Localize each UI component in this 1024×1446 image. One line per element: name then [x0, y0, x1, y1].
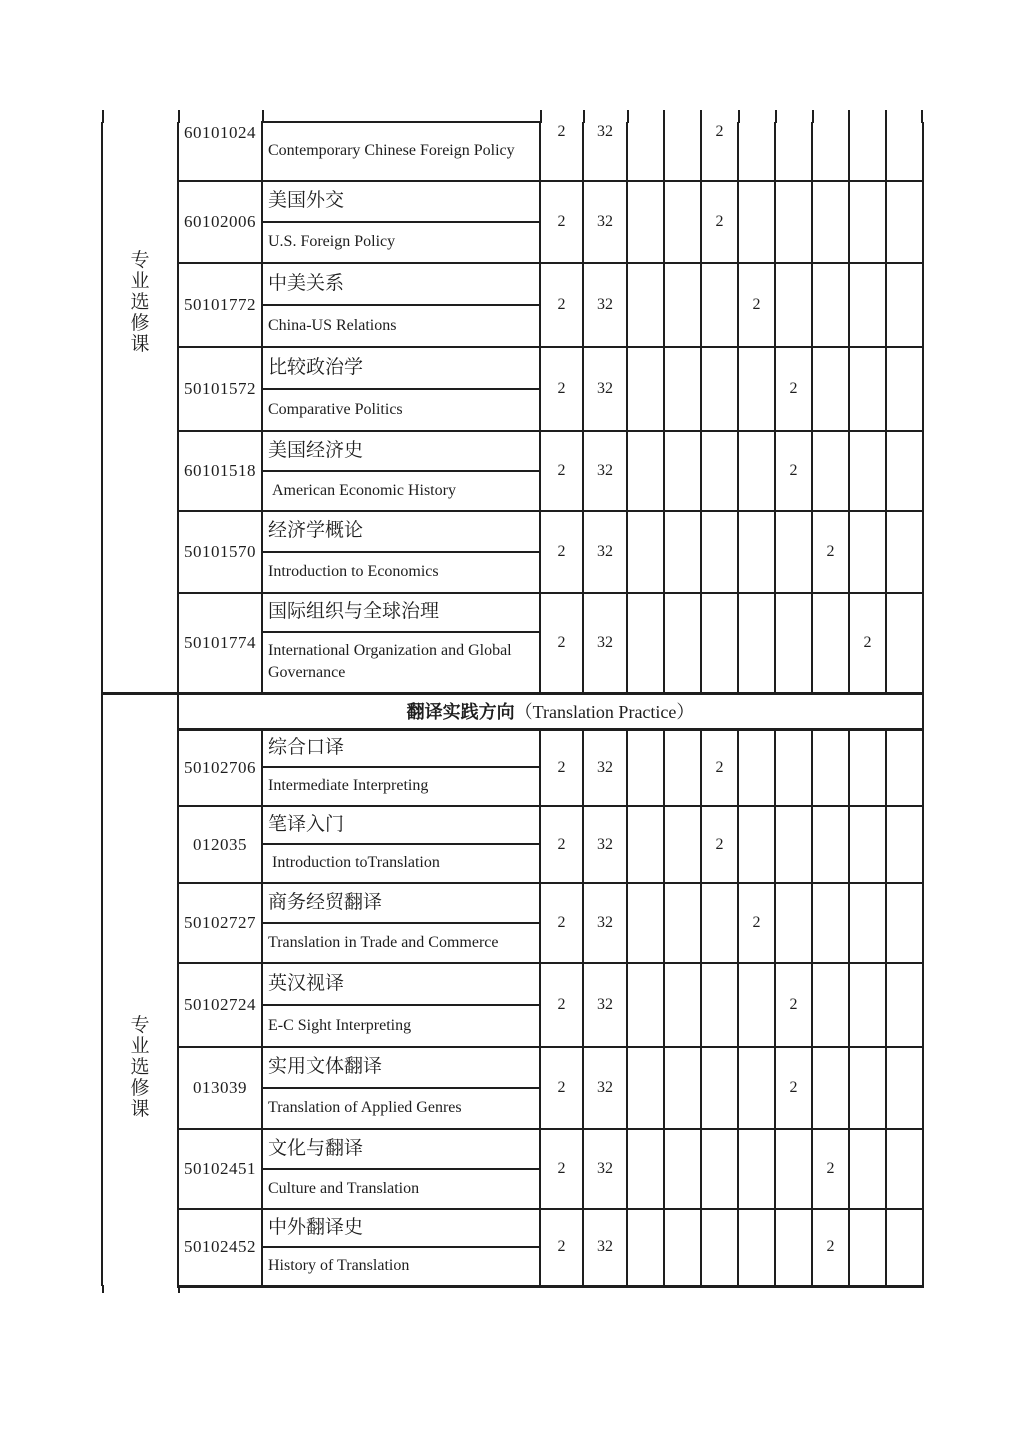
semester-cell	[812, 263, 849, 347]
semester-cell: 2	[849, 593, 886, 693]
semester-cell	[701, 1129, 738, 1209]
course-code: 60102006	[178, 181, 262, 263]
course-name-en: Culture and Translation	[262, 1169, 540, 1209]
semester-cell: 2	[775, 347, 812, 431]
semester-cell	[849, 1209, 886, 1286]
semester-cell	[738, 347, 775, 431]
semester-cell	[775, 511, 812, 593]
semester-cell	[664, 729, 701, 806]
semester-cell	[664, 347, 701, 431]
category-cell	[102, 122, 178, 693]
credits-cell: 2	[540, 511, 583, 593]
course-name-en: U.S. Foreign Policy	[262, 222, 540, 263]
hours-cell: 32	[583, 1209, 627, 1286]
hours-cell: 32	[583, 729, 627, 806]
semester-cell	[849, 729, 886, 806]
hours-cell: 32	[583, 1129, 627, 1209]
hours-cell: 32	[583, 963, 627, 1047]
semester-cell	[701, 263, 738, 347]
semester-cell	[627, 431, 664, 511]
semester-cell	[627, 593, 664, 693]
course-code: 50101570	[178, 511, 262, 593]
credits-cell: 2	[540, 729, 583, 806]
course-name-en: Introduction toTranslation	[262, 844, 540, 883]
semester-cell	[701, 963, 738, 1047]
semester-cell	[738, 122, 775, 181]
semester-cell	[775, 593, 812, 693]
course-code: 50102452	[178, 1209, 262, 1286]
semester-cell	[812, 593, 849, 693]
semester-cell: 2	[812, 1209, 849, 1286]
semester-cell: 2	[812, 1129, 849, 1209]
direction-header-zh: 翻译实践方向	[406, 702, 515, 722]
semester-cell	[627, 1209, 664, 1286]
course-name-zh: 比较政治学	[262, 347, 540, 389]
semester-cell	[627, 181, 664, 263]
semester-cell	[701, 347, 738, 431]
semester-cell	[775, 883, 812, 963]
semester-cell	[701, 431, 738, 511]
hours-cell: 32	[583, 122, 627, 181]
semester-cell	[664, 883, 701, 963]
semester-cell	[775, 263, 812, 347]
course-name-zh: 美国经济史	[262, 431, 540, 471]
course-code: 60101024	[178, 122, 262, 181]
semester-cell	[849, 883, 886, 963]
semester-cell	[701, 1047, 738, 1129]
course-table	[101, 121, 924, 1288]
semester-cell	[627, 347, 664, 431]
semester-cell: 2	[738, 883, 775, 963]
credits-cell: 2	[540, 1047, 583, 1129]
semester-cell	[775, 181, 812, 263]
semester-cell	[664, 1129, 701, 1209]
semester-cell	[886, 1209, 923, 1286]
hours-cell: 32	[583, 593, 627, 693]
semester-cell	[849, 963, 886, 1047]
course-code: 50101772	[178, 263, 262, 347]
semester-cell	[738, 593, 775, 693]
course-name-zh: 综合口译	[262, 729, 540, 767]
category-cell	[102, 693, 178, 1286]
course-name-en: Contemporary Chinese Foreign Policy	[262, 122, 540, 181]
semester-cell	[627, 1129, 664, 1209]
credits-cell: 2	[540, 347, 583, 431]
semester-cell	[738, 806, 775, 883]
semester-cell	[664, 806, 701, 883]
semester-cell	[701, 511, 738, 593]
semester-cell: 2	[738, 263, 775, 347]
semester-cell	[775, 122, 812, 181]
course-code: 013039	[178, 1047, 262, 1129]
hours-cell: 32	[583, 431, 627, 511]
course-name-en: American Economic History	[262, 471, 540, 511]
course-name-zh: 美国外交	[262, 181, 540, 222]
semester-cell	[701, 883, 738, 963]
semester-cell	[627, 806, 664, 883]
semester-cell	[812, 431, 849, 511]
hours-cell: 32	[583, 181, 627, 263]
semester-cell	[849, 511, 886, 593]
semester-cell	[738, 1047, 775, 1129]
semester-cell: 2	[701, 806, 738, 883]
semester-cell	[664, 431, 701, 511]
course-code: 50102724	[178, 963, 262, 1047]
semester-cell	[812, 883, 849, 963]
semester-cell	[738, 729, 775, 806]
course-table-region	[102, 110, 926, 1300]
semester-cell	[627, 883, 664, 963]
semester-cell	[886, 1129, 923, 1209]
semester-cell	[738, 963, 775, 1047]
semester-cell: 2	[701, 181, 738, 263]
semester-cell: 2	[775, 431, 812, 511]
semester-cell	[664, 181, 701, 263]
semester-cell	[849, 1129, 886, 1209]
semester-cell	[886, 347, 923, 431]
semester-cell	[886, 883, 923, 963]
credits-cell: 2	[540, 181, 583, 263]
credits-cell: 2	[540, 1209, 583, 1286]
course-code: 50102706	[178, 729, 262, 806]
semester-cell	[701, 593, 738, 693]
semester-cell	[664, 963, 701, 1047]
semester-cell: 2	[701, 729, 738, 806]
semester-cell: 2	[701, 122, 738, 181]
semester-cell	[886, 263, 923, 347]
semester-cell	[627, 729, 664, 806]
semester-cell	[812, 729, 849, 806]
semester-cell: 2	[775, 1047, 812, 1129]
semester-cell	[664, 263, 701, 347]
course-name-en: Translation in Trade and Commerce	[262, 923, 540, 963]
semester-cell	[775, 1209, 812, 1286]
hours-cell: 32	[583, 511, 627, 593]
course-name-zh: 文化与翻译	[262, 1129, 540, 1169]
course-name-en: Introduction to Economics	[262, 552, 540, 593]
semester-cell	[627, 511, 664, 593]
semester-cell	[886, 511, 923, 593]
semester-cell	[664, 1209, 701, 1286]
semester-cell	[664, 1047, 701, 1129]
credits-cell: 2	[540, 263, 583, 347]
semester-cell	[812, 1047, 849, 1129]
semester-cell	[886, 122, 923, 181]
semester-cell	[886, 729, 923, 806]
category-label: 专业选修课	[130, 250, 150, 355]
course-name-en: Translation of Applied Genres	[262, 1088, 540, 1129]
course-name-en: Intermediate Interpreting	[262, 767, 540, 806]
course-name-zh: 实用文体翻译	[262, 1047, 540, 1088]
semester-cell	[627, 963, 664, 1047]
course-name-zh: 商务经贸翻译	[262, 883, 540, 923]
semester-cell	[886, 431, 923, 511]
hours-cell: 32	[583, 883, 627, 963]
semester-cell	[849, 1047, 886, 1129]
semester-cell	[664, 593, 701, 693]
course-name-zh: 英汉视译	[262, 963, 540, 1005]
credits-cell: 2	[540, 806, 583, 883]
credits-cell: 2	[540, 431, 583, 511]
course-code: 50101774	[178, 593, 262, 693]
semester-cell	[849, 181, 886, 263]
semester-cell	[812, 347, 849, 431]
semester-cell	[812, 963, 849, 1047]
course-name-en: E-C Sight Interpreting	[262, 1005, 540, 1047]
course-name-en: China-US Relations	[262, 305, 540, 347]
semester-cell	[886, 1047, 923, 1129]
semester-cell	[664, 511, 701, 593]
credits-cell: 2	[540, 963, 583, 1047]
direction-header-en: （Translation Practice）	[514, 702, 695, 722]
semester-cell	[849, 263, 886, 347]
semester-cell	[627, 1047, 664, 1129]
semester-cell	[627, 263, 664, 347]
semester-cell	[701, 1209, 738, 1286]
semester-cell	[738, 1209, 775, 1286]
course-name-zh: 中外翻译史	[262, 1209, 540, 1247]
semester-cell	[738, 1129, 775, 1209]
hours-cell: 32	[583, 1047, 627, 1129]
course-name-en: Comparative Politics	[262, 389, 540, 431]
course-name-zh: 经济学概论	[262, 511, 540, 552]
hours-cell: 32	[583, 347, 627, 431]
semester-cell	[886, 593, 923, 693]
direction-header	[178, 693, 923, 729]
semester-cell	[849, 122, 886, 181]
category-label: 专业选修课	[130, 1014, 150, 1120]
course-name-zh: 笔译入门	[262, 806, 540, 844]
semester-cell: 2	[812, 511, 849, 593]
semester-cell	[627, 122, 664, 181]
course-name-zh: 国际组织与全球治理	[262, 593, 540, 632]
semester-cell	[738, 181, 775, 263]
course-code: 60101518	[178, 431, 262, 511]
semester-cell	[775, 729, 812, 806]
hours-cell: 32	[583, 806, 627, 883]
semester-cell	[849, 347, 886, 431]
semester-cell	[849, 431, 886, 511]
semester-cell	[886, 963, 923, 1047]
semester-cell	[849, 806, 886, 883]
hours-cell: 32	[583, 263, 627, 347]
semester-cell	[812, 181, 849, 263]
semester-cell: 2	[775, 963, 812, 1047]
semester-cell	[775, 806, 812, 883]
semester-cell	[812, 806, 849, 883]
semester-cell	[738, 511, 775, 593]
semester-cell	[812, 122, 849, 181]
course-name-en: History of Translation	[262, 1247, 540, 1286]
course-code: 50102727	[178, 883, 262, 963]
credits-cell: 2	[540, 593, 583, 693]
credits-cell: 2	[540, 883, 583, 963]
semester-cell	[886, 181, 923, 263]
semester-cell	[886, 806, 923, 883]
credits-cell: 2	[540, 122, 583, 181]
semester-cell	[775, 1129, 812, 1209]
course-name-zh: 中美关系	[262, 263, 540, 305]
course-code: 50101572	[178, 347, 262, 431]
course-code: 50102451	[178, 1129, 262, 1209]
course-name-en: International Organization and Global Governance	[262, 632, 540, 693]
semester-cell	[738, 431, 775, 511]
credits-cell: 2	[540, 1129, 583, 1209]
course-code: 012035	[178, 806, 262, 883]
semester-cell	[664, 122, 701, 181]
